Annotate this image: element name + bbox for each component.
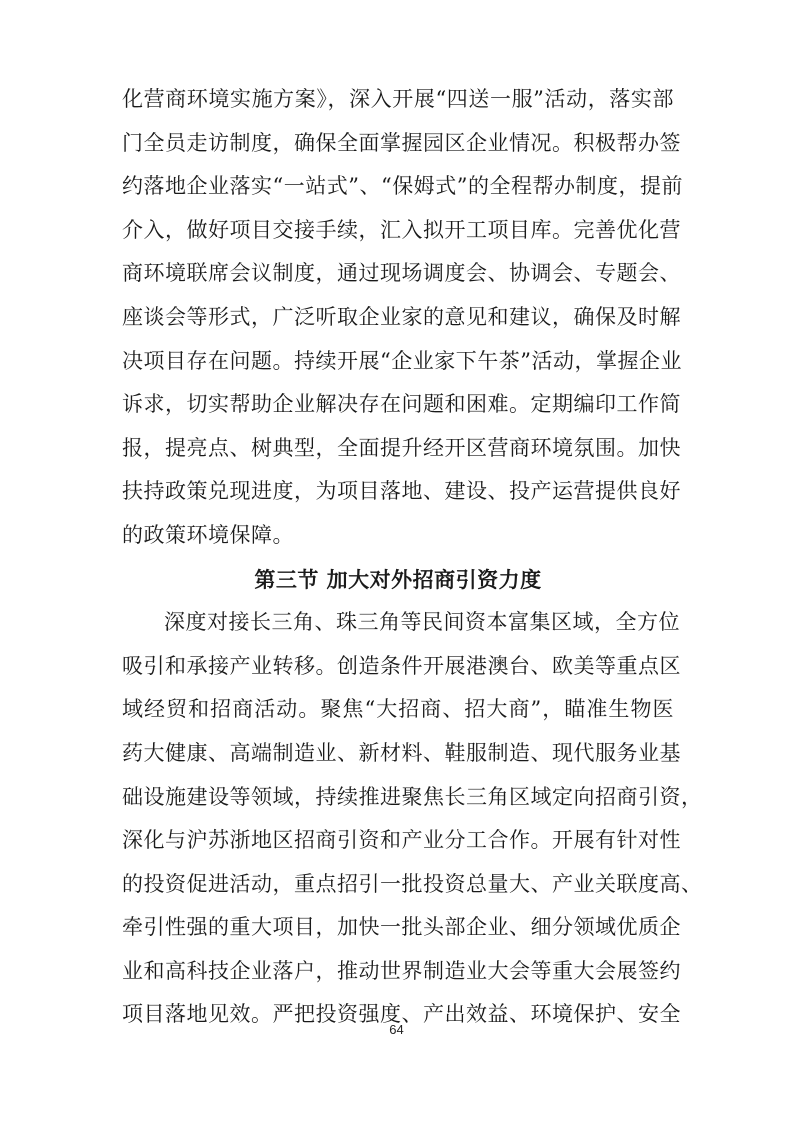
document-body [122, 78, 703, 1037]
text-line: 约落地企业落实“一站式”、“保姆式”的全程帮办制度，提前 [122, 174, 683, 199]
text-line: 报，提亮点、树典型，全面提升经开区营商环境氛围。加快 [122, 435, 681, 460]
text-line: 座谈会等形式，广泛听取企业家的意见和建议，确保及时解 [122, 304, 681, 329]
text-line: 决项目存在问题。持续开展“企业家下午茶”活动，掌握企业 [122, 348, 682, 373]
text-line: 的政策环境保障。 [122, 522, 294, 547]
text-line: 础设施建设等领域，持续推进聚焦长三角区域定向招商引资， [122, 784, 703, 809]
text-line: 门全员走访制度，确保全面掌握园区企业情况。积极帮办签 [122, 130, 681, 155]
text-line: 业和高科技企业落户，推动世界制造业大会等重大会展签约 [122, 958, 681, 983]
text-line: 诉求，切实帮助企业解决存在问题和困难。定期编印工作简 [122, 392, 681, 417]
text-line: 药大健康、高端制造业、新材料、鞋服制造、现代服务业基 [122, 740, 681, 765]
text-line: 深度对接长三角、珠三角等民间资本富集区域，全方位 [164, 610, 680, 635]
text-line: 的投资促进活动，重点招引一批投资总量大、产业关联度高、 [122, 871, 703, 896]
text-line: 化营商环境实施方案》，深入开展“四送一服”活动，落实部 [122, 87, 674, 111]
paragraph-investment-promotion [122, 601, 703, 1037]
paragraph-business-environment [122, 78, 683, 558]
text-line: 扶持政策兑现进度，为项目落地、建设、投产运营提供良好 [122, 479, 681, 504]
text-line: 深化与沪苏浙地区招商引资和产业分工合作。开展有针对性 [122, 828, 681, 853]
text-line: 商环境联席会议制度，通过现场调度会、协调会、专题会、 [122, 261, 681, 286]
text-line: 吸引和承接产业转移。创造条件开展港澳台、欧美等重点区 [122, 653, 681, 678]
section-heading: 第三节 加大对外招商引资力度 [254, 566, 542, 592]
page-number: 64 [389, 1022, 404, 1037]
text-line: 介入，做好项目交接手续，汇入拟开工项目库。完善优化营 [122, 217, 681, 242]
text-line: 项目落地见效。严把投资强度、产出效益、环境保护、安全 [122, 1002, 681, 1027]
text-line: 牵引性强的重大项目，加快一批头部企业、细分领域优质企 [122, 915, 681, 940]
text-line: 域经贸和招商活动。聚焦“大招商、招大商”，瞄准生物医 [122, 697, 674, 722]
